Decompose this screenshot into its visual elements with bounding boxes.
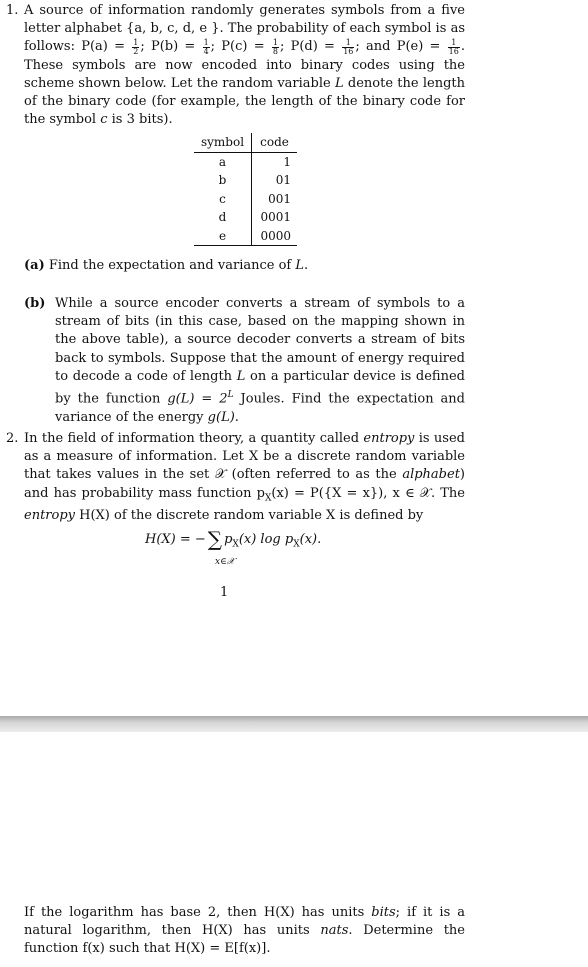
fraction: $\frac{1}{8}$	[272, 38, 278, 57]
problem-1-number: 1.	[6, 3, 19, 18]
table-header-row	[194, 133, 297, 152]
fraction: $\frac{1}{4}$	[203, 38, 209, 57]
problem-2-number: 2.	[6, 431, 19, 446]
question-a: (a) Find the expectation and variance of L.	[24, 258, 309, 273]
header-code: code	[252, 133, 298, 152]
header-symbol: symbol	[194, 133, 252, 152]
page-number: 1	[220, 585, 229, 600]
summation-subscript: x∈𝒳	[215, 557, 235, 567]
summation-symbol: ∑	[207, 527, 223, 551]
table-row: d 0001	[194, 208, 297, 227]
table-row: a 1	[194, 152, 297, 171]
table-row: c 001	[194, 190, 297, 209]
entropy-equation: H(X) = − ∑ $p_X(x)$ $\log p_X(x)$.	[145, 527, 322, 551]
page-separator	[0, 716, 588, 732]
page-2	[0, 732, 588, 967]
problem-2-text: In the field of information theory, a quantity called entropy is used as a measure of information. Let X be a discrete random variable that takes values in the set 𝒳 (often referred to as the alphabet) and has probability mass function $p_X(x) = P(\{X = x\})$, x ∈ 𝒳. The entropy H(X) of the discrete random variable X is defined by	[24, 431, 465, 524]
problem-2-continued: If the logarithm has base 2, then H(X) has units bits; if it is a natural logarithm, then H(X) has units nats. Determine the function f(x) such that H(X) = E[f(x)].	[24, 905, 465, 957]
question-b: While a source encoder converts a stream of symbols to a stream of bits (in this case, based on the mapping shown in the above table), a source decoder converts a stream of bits back to symbols. Suppose that the amount of energy required to decode a code of length L on a particular device is defined by the function $g(L) = 2^L$ Joules. Find the expectation and variance of the energy g(L).	[55, 296, 465, 425]
fraction: $\frac{1}{2}$	[133, 38, 139, 57]
problem-1-text: A source of information randomly generates symbols from a five letter alphabet {a, b, c, d, e }. The probability of each symbol is as follows: P(a) = $\frac{1}{2}$ ; P(b) = $\frac{1}{4}$ ; P(c) = $\frac{1}{8}$ ; P(d) = $\frac{1}{16}$ ; and P(e) = $\frac{1}{16}$ . These symbols are now encoded into binary codes using the scheme shown below. Let the random variable L denote the length of the binary code (for example, the length of the binary code for the symbol c is 3 bits).	[24, 3, 465, 128]
table-row: b 01	[194, 171, 297, 190]
fraction: $\frac{1}{16}$	[343, 38, 354, 57]
question-b-label: (b)	[24, 296, 46, 311]
fraction: $\frac{1}{16}$	[448, 38, 459, 57]
table-row: e 0000	[194, 227, 297, 246]
question-a-label: (a)	[24, 258, 45, 273]
code-table	[194, 133, 297, 246]
